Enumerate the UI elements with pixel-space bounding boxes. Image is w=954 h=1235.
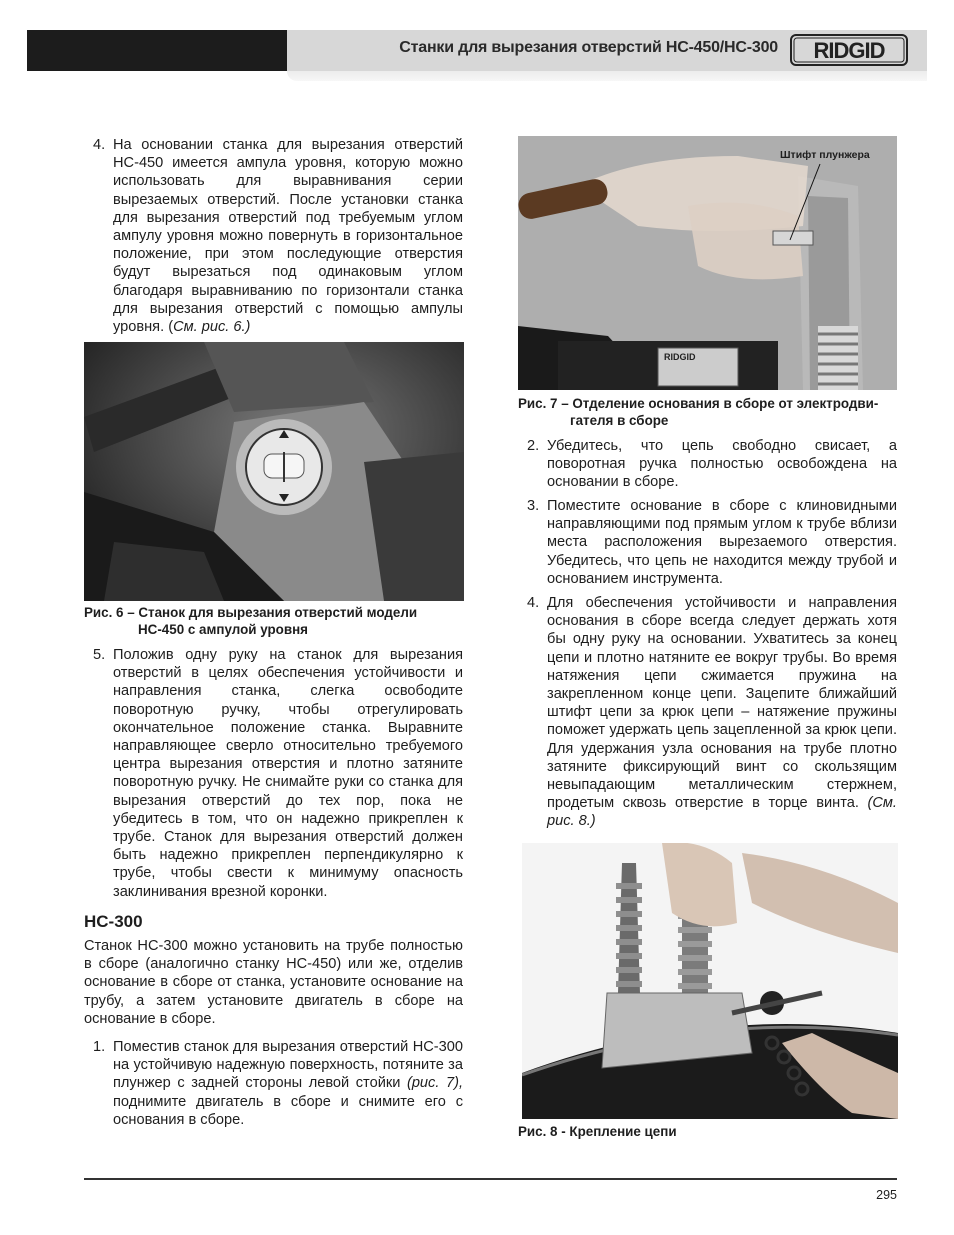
item-text: Положив одну руку на станок для вырезания отверстий в целях обеспечения устойчивости и направления станка, слегка освободите поворотную ручку, чтобы отрегулировать окончательное положение станка. Выравните направляющее сверло относительно требуемого центра вырезания отверстия и плотно затяните поворотную ручку. Не снимайте руки со станка для вырезания отверстий до тех пор, пока не убедитесь в том, что он надежно прикреплен к трубе. Станок для вырезания отверстий должен быть надежно прикреплен перпендикулярно к трубе, чтобы свести к минимуму опасность заклинивания врезной коронки.	[113, 647, 463, 900]
item-number: 3.	[527, 498, 540, 514]
fig7-pin-label: Штифт плунжера	[780, 149, 870, 161]
figure-7-photo	[518, 136, 897, 390]
item-number: 4.	[93, 137, 106, 153]
right-item-3	[527, 497, 897, 588]
right-item-2	[527, 437, 897, 492]
fig7-callout-line	[770, 162, 830, 242]
left-item-1: 1. Поместив станок для вырезания отверстий HC-300 на устойчивую надежную поверхность, потяните за плунжер с задней стороны левой стойки (рис. 7), поднимите двигатель в сборе и снимите его с основания в сборе.	[93, 1039, 463, 1128]
figure-reference: (рис. 7),	[406, 1075, 463, 1092]
right-item-4	[527, 594, 897, 831]
item-text: Для обеспечения устойчивости и направления основания в сборе всегда следует держать хотя бы одну руку на основании. Ухватитесь за конец цепи и плотно натяните ее вокруг трубы. Во время натяжения цепи сжимается пружина на закрепленном конце цепи. Зацепите ближайший штифт цепи за крюк цепи – натяжение пружины поможет удержать цепь зацепленной за крюк цепи. Для удержания узла основания на трубе плотно затяните фиксирующий винт со скользящим невыпадающим металлическим стержнем, продетым сквозь отверстие в торце винта.	[547, 595, 897, 812]
header-shadow	[287, 71, 927, 81]
svg-text:RIDGID: RIDGID	[813, 38, 885, 63]
item-text: Убедитесь, что цепь свободно свисает, а поворотная ручка полностью освобождена на основании в сборе.	[547, 438, 897, 491]
figure-reference: (См. рис. 8.)	[547, 795, 897, 830]
item-number: 2.	[527, 438, 540, 454]
hc300-paragraph: Станок HC-300 можно установить на трубе полностью в сборе (аналогично станку HC-450) или же, отделив основание в сборе от станка, установите основание на трубу, а затем установите двигатель в сборе на основание в сборе.	[84, 938, 463, 1027]
figure-6-photo	[84, 342, 464, 601]
section-heading-hc300: HC-300	[84, 912, 143, 931]
item-number: 5.	[93, 647, 106, 663]
figure-7-caption: Рис. 7 – Отделение основания в сборе от электродви- гателя в сборе	[518, 396, 879, 428]
left-item-5	[93, 646, 463, 901]
page-number: 295	[876, 1188, 897, 1202]
item-text: На основании станка для вырезания отверстий HC-450 имеется ампула уровня, которую можно использовать для выравнивания серии вырезаемых отверстий. После установки станка для вырезания отверстий под требуемым углом ампулу уровня можно повернуть в горизонтальное положение, при этом последующие отверстия будут вырезаться под одинаковым углом благодаря выравниванию по горизонтали станка для вырезания отверстий с помощью ампулы уровня. (	[113, 137, 463, 336]
figure-8-photo	[522, 843, 898, 1119]
left-item-4	[93, 136, 463, 336]
figure-6-caption: Рис. 6 – Станок для вырезания отверстий модели HC-450 с ампулой уровня	[84, 605, 418, 637]
item-text: Поместите основание в сборе с клиновидными направляющими под прямым углом к трубе вблизи места расположения вырезаемого отверстия. Убедитесь, что цепь не находится между трубой и основанием инструмента.	[547, 498, 897, 587]
ridgid-logo	[790, 34, 908, 66]
item-number: 4.	[527, 595, 540, 611]
footer-rule	[84, 1178, 897, 1180]
header-black-bar	[27, 30, 287, 71]
figure-reference: См. рис. 6.)	[173, 319, 251, 336]
header-title: Станки для вырезания отверстий HC-450/HC-300	[399, 39, 778, 56]
item-number: 1.	[93, 1039, 106, 1055]
figure-8-caption: Рис. 8 - Крепление цепи	[518, 1124, 677, 1139]
svg-text:RIDGID: RIDGID	[664, 352, 696, 362]
